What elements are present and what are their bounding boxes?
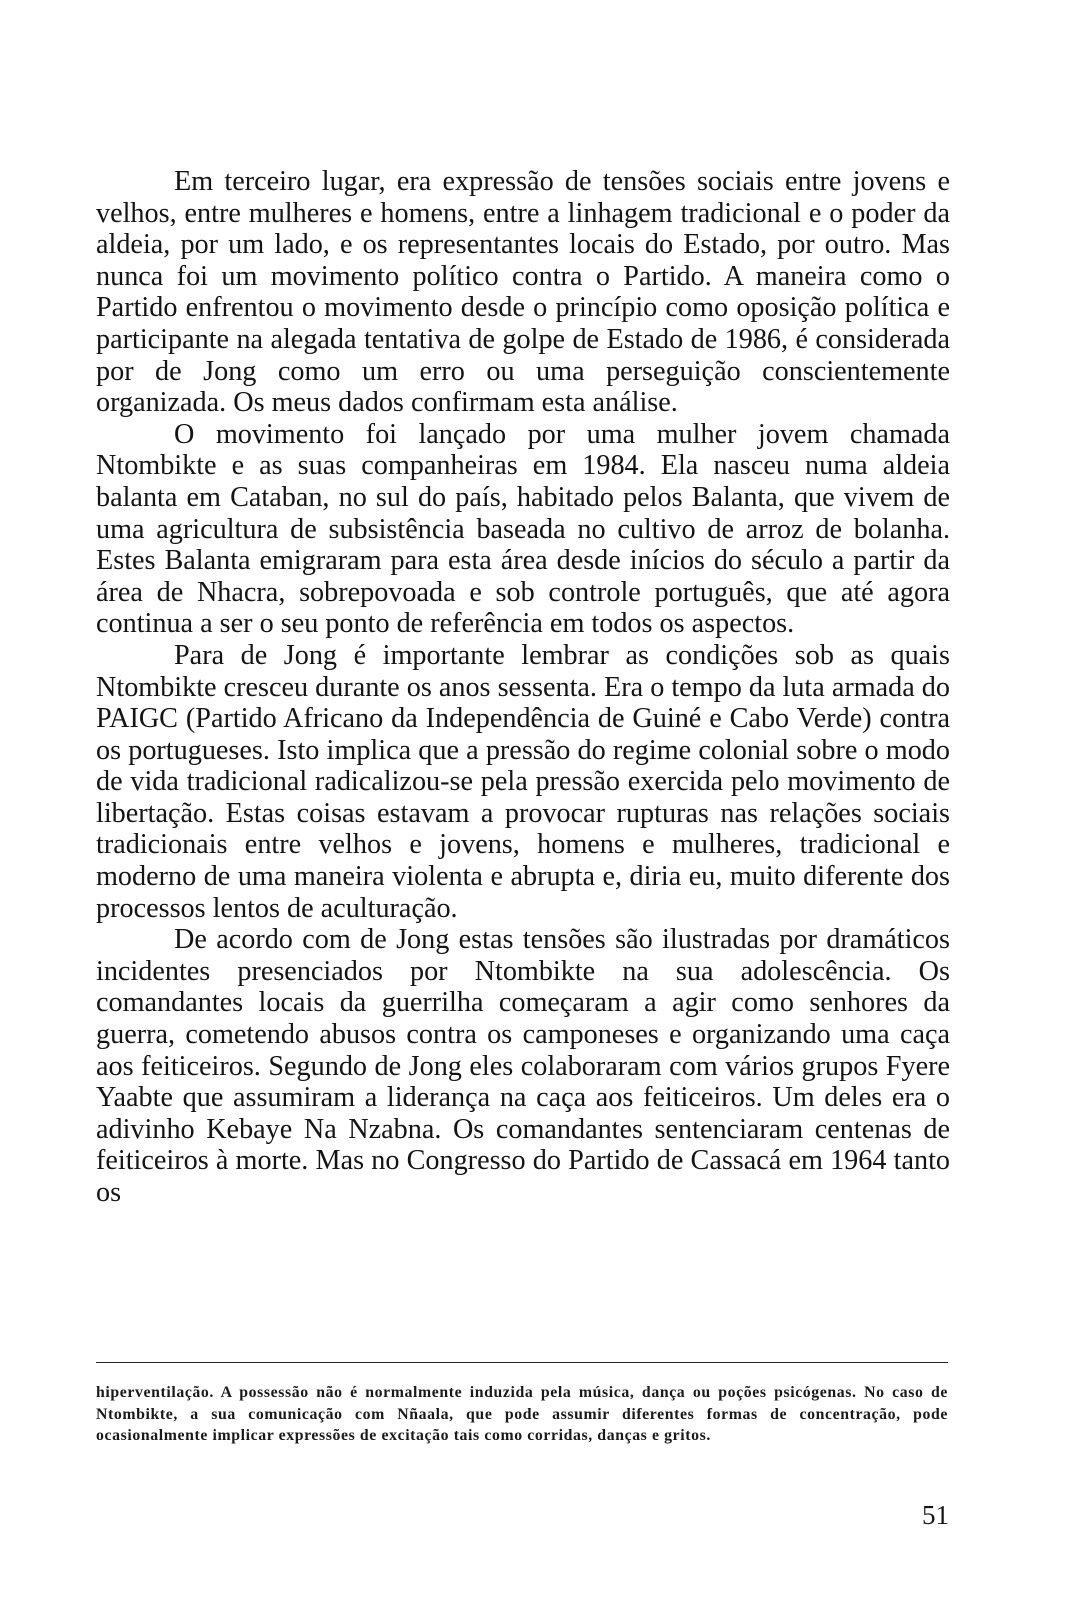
body-text — [96, 166, 950, 1209]
page-number: 51 — [922, 1500, 949, 1530]
paragraph-2: O movimento foi lançado por uma mulher jovem chamada Ntombikte e as suas companheiras em 1984. Ela nasceu numa aldeia balanta em Cataban, no sul do país, habitado pelos Balanta, que vivem de uma agricultura de subsistência baseada no cultivo de arroz de bolanha. Estes Balanta emigraram para esta área desde inícios do século a partir da área de Nhacra, sobrepovoada e sob controle português, que até agora continua a ser o seu ponto de referência em todos os aspectos. — [96, 418, 950, 640]
paragraph-3: Para de Jong é importante lembrar as condições sob as quais Ntombikte cresceu durante os anos sessenta. Era o tempo da luta armada do PAIGC (Partido Africano da Independência de Guiné e Cabo Verde) contra os portugueses. Isto implica que a pressão do regime colonial sobre o modo de vida tradicional radicalizou-se pela pressão exercida pelo movimento de libertação. Estas coisas estavam a provocar rupturas nas relações sociais tradicionais entre velhos e jovens, homens e mulheres, tradicional e moderno de uma maneira violenta e abrupta e, diria eu, muito diferente dos processos lentos de aculturação. — [96, 639, 950, 924]
footnote-divider — [96, 1362, 948, 1363]
footnote: hiperventilação. A possessão não é normalmente induzida pela música, dança ou poções psicógenas. No caso de Ntombikte, a sua comunicação com Nñaala, que pode assumir diferentes formas de concentração, pode ocasionalmente implicar expressões de excitação tais como corridas, danças e gritos. — [96, 1384, 948, 1444]
paragraph-4: De acordo com de Jong estas tensões são ilustradas por dramáticos incidentes presenciados por Ntombikte na sua adolescência. Os comandantes locais da guerrilha começaram a agir como senhores da guerra, cometendo abusos contra os camponeses e organizando uma caça aos feiticeiros. Segundo de Jong eles colaboraram com vários grupos Fyere Yaabte que assumiram a liderança na caça aos feiticeiros. Um deles era o adivinho Kebaye Na Nzabna. Os comandantes sentenciaram centenas de feiticeiros à morte. Mas no Congresso do Partido de Cassacá em 1964 tanto os — [96, 924, 950, 1208]
paragraph-1: Em terceiro lugar, era expressão de tensões sociais entre jovens e velhos, entre mulheres e homens, entre a linhagem tradicional e o poder da aldeia, por um lado, e os representantes locais do Estado, por outro. Mas nunca foi um movimento político contra o Partido. A maneira como o Partido enfrentou o movimento desde o princípio como oposição política e participante na alegada tentativa de golpe de Estado de 1986, é considerada por de Jong como um erro ou uma perseguição conscientemente organizada. Os meus dados confirmam esta análise. — [96, 166, 950, 419]
